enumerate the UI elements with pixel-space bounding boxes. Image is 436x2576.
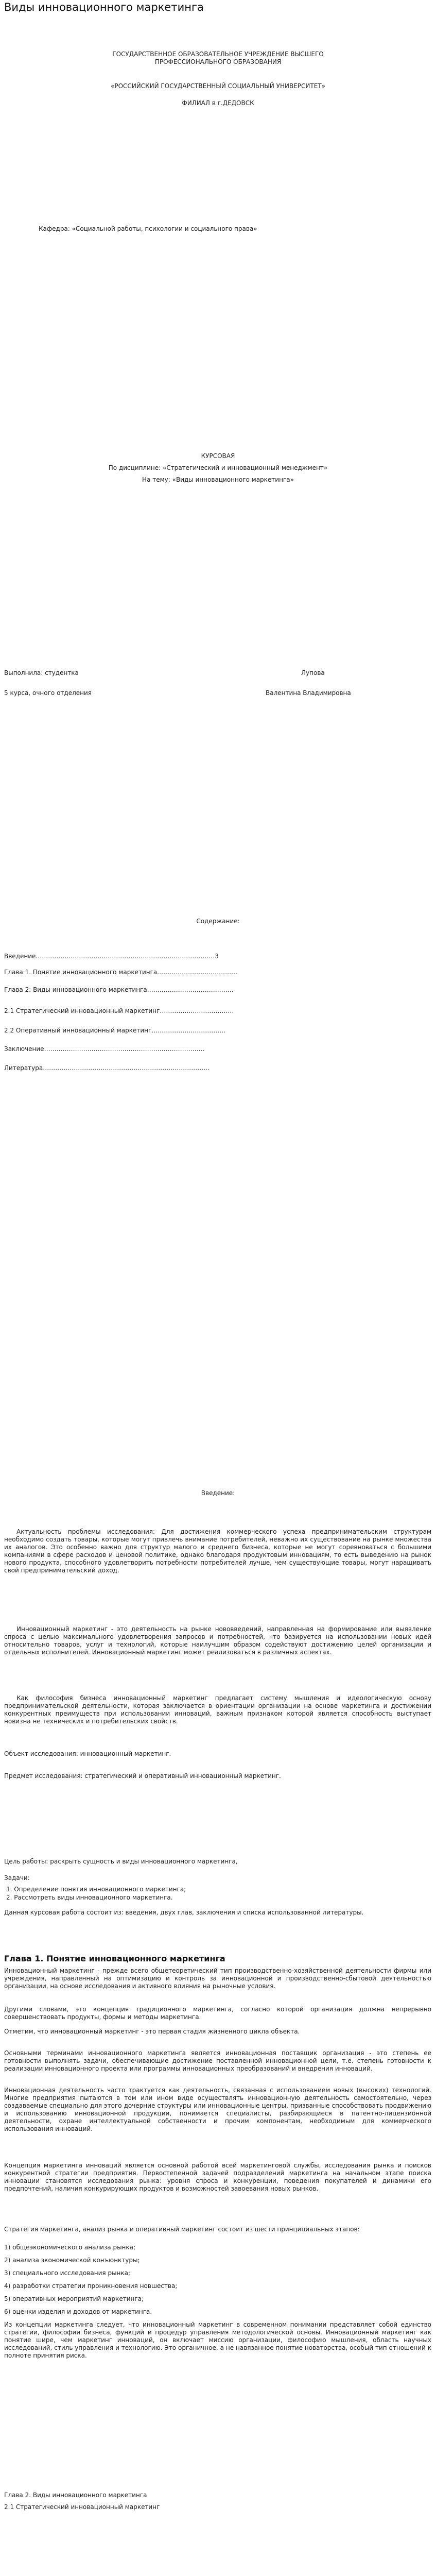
toc-item-conclusion[interactable]: Заключение…………………………………………………………………… bbox=[4, 1045, 205, 1053]
chapter-1-paragraph: Инновационный маркетинг - прежде всего общетеоретический тип производственно-хозяйственной деятельности фирмы или учреждения, направленный на оптимизацию и контроль за инновационной и производственно-сбытовой деятельностью организации, на основе исследования и активного влияния на рыночные условия. bbox=[4, 1967, 431, 1990]
institution-name-line-3: «РОССИЙСКИЙ ГОСУДАРСТВЕННЫЙ СОЦИАЛЬНЫЙ УНИВЕРСИТЕТ» bbox=[111, 82, 325, 90]
toc-item-chapter-2[interactable]: Глава 2: Виды инновационного маркетинга…………………………………… bbox=[4, 986, 234, 993]
discipline: По дисциплине: «Стратегический и инновационный менеджмент» bbox=[108, 464, 328, 471]
intro-paragraph: Инновационный маркетинг - это деятельность на рынке нововведений, направленная на формирование или выявление спроса с целью максимального удовлетворения запросов и потребностей, что базируется на использовании новых идей относительно товаров, услуг и технологий, которые наилучшим образом содействуют достижению целей организации и отдельных исполнителей. Инновационный маркетинг может реализоваться в различных аспектах. bbox=[4, 1625, 431, 1656]
work-type: КУРСОВАЯ bbox=[201, 452, 235, 460]
toc-item-section-2-1[interactable]: 2.1 Стратегический инновационный маркетинг……………………………… bbox=[4, 1007, 234, 1014]
toc-heading: Содержание: bbox=[196, 918, 240, 925]
department-name: Кафедра: «Социальной работы, психологии и социального права» bbox=[39, 225, 257, 232]
chapter-1-paragraph: Концепция маркетинга инноваций является основной работой всей маркетинговой службы, исследования рынка и поисков конкурентной стратегии предприятия. Первостепенной задачей подразделений маркетинга на начальном этапе поиска инновации становятся исследования рынка: уровня спроса и конкуренции, поведения покупателей и динамики его предпочтений, наличия конкурирующих продуктов и возможностей завоевания новых рынков. bbox=[4, 2162, 431, 2192]
institution-name-line-1: ГОСУДАРСТВЕННОЕ ОБРАЗОВАТЕЛЬНОЕ УЧРЕЖДЕНИЕ ВЫСШЕГО bbox=[112, 50, 324, 58]
tasks-label: Задачи: bbox=[4, 1874, 30, 1882]
chapter-2-heading: Глава 2. Виды инновационного маркетинга bbox=[4, 2492, 147, 2499]
course-info: 5 курса, очного отделения bbox=[4, 689, 92, 697]
marketing-stage-item: 3) специального исследования рынка; bbox=[4, 2269, 131, 2277]
marketing-stage-item: 5) оперативных мероприятий маркетинга; bbox=[4, 2295, 144, 2302]
intro-heading: Введение: bbox=[201, 1489, 235, 1497]
research-subject: Предмет исследования: стратегический и оперативный инновационный маркетинг. bbox=[4, 1772, 281, 1780]
institution-name-line-2: ПРОФЕССИОНАЛЬНОГО ОБРАЗОВАНИЯ bbox=[154, 58, 282, 65]
page-title: Виды инновационного маркетинга bbox=[4, 1, 204, 13]
chapter-1-heading: Глава 1. Понятие инновационного маркетинга bbox=[4, 1954, 225, 1963]
toc-item-literature[interactable]: Литература……………………………………………………………………… bbox=[4, 1064, 210, 1072]
chapter-1-paragraph: Отметим, что инновационный маркетинг - это первая стадия жизненного цикла объекта. bbox=[4, 2028, 300, 2035]
topic: На тему: «Виды инновационного маркетинга» bbox=[142, 476, 294, 483]
marketing-stage-item: 2) анализа экономической конъюнктуры; bbox=[4, 2257, 140, 2264]
intro-paragraph: Актуальность проблемы исследования: Для достижения коммерческого успеха предпринимательским структурам необходимо создать товары, которые могут привлечь внимание потребителей, неважно их существование на рынке множества их аналогов. Это особенно важно для структур малого и среднего бизнеса, которые не могут соревноваться с большими компаниями в сфере расходов и ценовой политике, однако благодаря продуктовым инновациям, то есть выведению на рынок нового продукта, способного удовлетворить потребности потребителей лучше, чем существующие товары, могут наращивать свой предпринимательский доход. bbox=[4, 1528, 431, 1574]
research-object: Объект исследования: инновационный маркетинг. bbox=[4, 1750, 171, 1757]
task-item: 2. Рассмотреть виды инновационного маркетинга. bbox=[6, 1894, 173, 1901]
intro-paragraph: Как философия бизнеса инновационный маркетинг предлагает систему мышления и идеологическую основу предпринимательской деятельности, которая заключается в ориентации организации на основе маркетинга и достижении конкурентных преимуществ при использовании инноваций, важным признаком которой является способность выступает новизна не технических и потребительских свойств. bbox=[4, 1694, 431, 1725]
chapter-1-paragraph: Другими словами, это концепция традиционного маркетинга, согласно которой организация должна непрерывно совершенствовать продукты, формы и методы маркетинга. bbox=[4, 2006, 431, 2021]
work-structure: Данная курсовая работа состоит из: введения, двух глав, заключения и списка использованной литературы. bbox=[4, 1909, 364, 1916]
marketing-stage-item: 1) общеэкономического анализа рынка; bbox=[4, 2244, 136, 2251]
toc-item-intro[interactable]: Введение……………………………………………………………………………3 bbox=[4, 953, 219, 960]
performer-name: Валентина Владимировна bbox=[266, 689, 351, 697]
performer-label: Выполнила: студентка bbox=[4, 669, 79, 676]
chapter-1-paragraph: Основными терминами инновационного маркетинга является инновационная поставщик организация - это степень ее готовности выполнять задачи, обеспечивающие достижение поставленной инновационной цели, т.е. степень готовности к реализации инновационного проекта или программы инновационных преобразований и внедрения инноваций. bbox=[4, 2049, 431, 2072]
task-item: 1. Определение понятия инновационного маркетинга; bbox=[6, 1886, 186, 1893]
marketing-stage-item: 4) разработки стратегии проникновения новшества; bbox=[4, 2282, 178, 2290]
toc-item-chapter-1[interactable]: Глава 1. Понятие инновационного маркетинга………………………………… bbox=[4, 969, 238, 976]
chapter-1-paragraph: Стратегия маркетинга, анализ рынка и оперативный маркетинг состоит из шести принципиальных этапов: bbox=[4, 2226, 360, 2233]
work-goal: Цель работы: раскрыть сущность и виды инновационного маркетинга, bbox=[4, 1858, 238, 1865]
chapter-1-paragraph: Инновационная деятельность часто трактуется как деятельность, связанная с использованием новых (высоких) технологий. Многие предприятия пытаются в том или ином виде осуществлять инновационную деятельность самостоятельно, через создаваемые специально для этого дочерние структуры или инновационные центры, призванные способствовать продвижению и использованию инновационной продукции, понимается специалисты, разбирающиеся в патентно-лицензионной деятельности, охране интеллектуальной собственности и прочим компонентам, необходимым для коммерческого использования инноваций. bbox=[4, 2087, 431, 2132]
marketing-stage-item: 6) оценки изделия и доходов от маркетинга. bbox=[4, 2308, 152, 2315]
branch-name: ФИЛИАЛ в г.ДЕДОВСК bbox=[182, 99, 254, 107]
chapter-1-paragraph: Из концепции маркетинга следует, что инновационный маркетинг в современном понимании представляет собой единство стратегии, философии бизнеса, функций и процедур управления методологической основы. Инновационный маркетинг как понятие шире, чем маркетинг инноваций, он включает миссию организации, философию мышления, область научных исследований, стиль управления и технологию. Это органичное, а не навязанное понятие новаторства, особый тип отношений к полноте принятия риска. bbox=[4, 2321, 431, 2359]
toc-item-section-2-2[interactable]: 2.2 Оперативный инновационный маркетинг……………………………… bbox=[4, 1027, 226, 1034]
section-2-1-heading: 2.1 Стратегический инновационный маркетинг bbox=[4, 2503, 160, 2511]
performer-surname: Лупова bbox=[301, 669, 325, 676]
